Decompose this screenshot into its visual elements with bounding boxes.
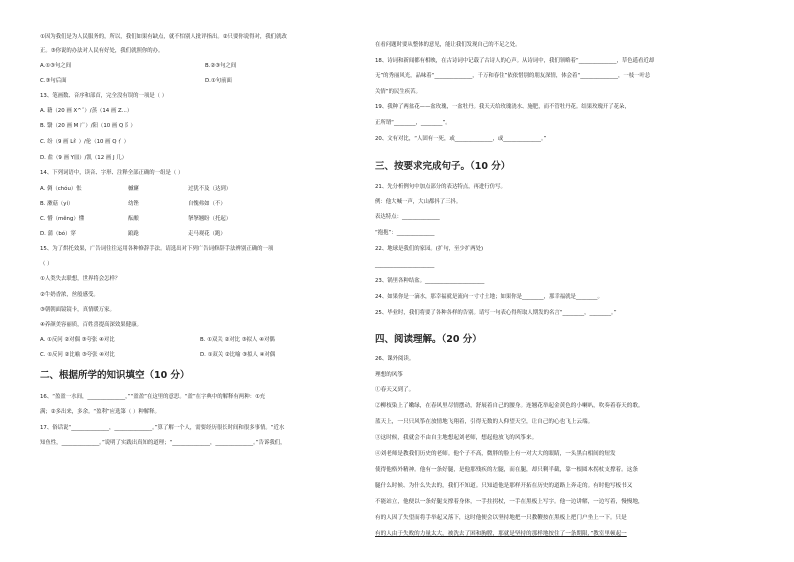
text-line: “抱抱”：______________ — [375, 230, 435, 236]
passage-paragraph: 使得他格外精神。他有一条好腿，是他那残疾的左腿，而在腿，却只剩半截，靠一根圆木拐杖支撑着。这条 — [375, 467, 638, 473]
option-row — [40, 78, 380, 85]
text-line: 表达特点：______________ — [375, 214, 440, 220]
question-26: 26、课外阅读。 — [375, 356, 415, 362]
option-word: A. 倜（chóu）怅 — [40, 186, 82, 192]
passage-paragraph: ②柳枝染上了嫩绿，在春风里尽情摆动，舒展着自己的腰身。连翘花举起金黄色的小喇叭，吹奏着春天的歌。 — [375, 403, 644, 409]
question-23: 23、锅里各种结盆。______________________ — [375, 278, 485, 284]
option-b: B. ①双关 ②对比 ③拟人 ④对偶 — [200, 337, 275, 343]
option-word: C. 懵（měng）懂 — [40, 216, 85, 222]
passage-paragraph: 有的人因了失望而将手举起又落下，这时他便会以坚持地把一只教鞭按在黑板上把门户坐上一下。只是 — [375, 515, 627, 521]
option-word: 自愧弗如（不） — [188, 201, 226, 207]
list-item: ③朝朝面镜镜卡，真情暖万家。 — [40, 307, 115, 313]
option-row — [40, 337, 380, 344]
option-word: 酝酿 — [128, 216, 139, 222]
option-word: 槭窿 — [128, 186, 139, 192]
text-line: 知鱼性，______________。”说明了实践出真知的道理；“______________，______________。”告诉我们， — [40, 440, 286, 446]
example-line: 例：他大喊一声，大山都抖了三抖。 — [375, 199, 462, 205]
question-15: 15、为了烘托效果，广告词往往运用各种修辞手法。请选出对下列广告词修辞手法辨别正确的一项 — [40, 246, 274, 252]
text-line: 在看问题时要从整体的意见，能让我们发现自己的不足之处。 — [375, 42, 521, 48]
option-c: C. 纷（9 画 L纟）/伦（10 画 Q 亻） — [40, 139, 130, 145]
option-b: B.②③句之间 — [205, 63, 237, 69]
option-row — [40, 63, 380, 70]
option-word: 踉跄 — [128, 231, 139, 237]
section-heading: 二、根据所学的知识填空（10 分） — [40, 370, 190, 381]
question-22: 22、地球是我们的家园。(扩句，至少扩两处) — [375, 246, 484, 252]
option-row — [40, 231, 380, 238]
list-item: ②牛奶香浓，丝般感受。 — [40, 292, 99, 298]
option-d: D. 盐（9 画 Y皿）/凯（12 画 J 几） — [40, 155, 128, 161]
option-word: 拏拏翘盼（托起） — [188, 216, 232, 222]
section-heading: 四、阅读理解。（20 分） — [375, 334, 482, 345]
passage-paragraph: 不能站立，他便以一条好腿支撑着身体，一手拄拐杖，一手在黑板上写字。他一边讲解，一边写着，慢慢地， — [375, 499, 644, 505]
text-line: 满；②多出来，多余。“盈利”应选第（ ）种解释。 — [40, 409, 160, 415]
passage-paragraph: 蓝天上，一只只风筝在放情地飞翔着，引得无数的人仰望天空，让自己的心也飞上云端。 — [375, 419, 594, 425]
answer-bracket: （ ） — [40, 261, 53, 267]
list-item: ④养颜美容丽质，百姓喜提高深效果健康。 — [40, 322, 142, 328]
option-a: A.①③句之间 — [40, 63, 72, 69]
option-a: A. ①反问 ②对偶 ③夸张 ④对比 — [40, 337, 115, 343]
option-b: B. 翳（20 画 M 广）/阳（10 画 Q 阝） — [40, 123, 136, 129]
question-20: 20、文有对比，“人固有一死，或______________，或______________。” — [375, 136, 547, 142]
text-line: ①因为我们是为人民服务的，所以，我们如果有缺点，就不怕别人批评指出。②只要你说得对，我们就改 — [40, 34, 287, 40]
question-25: 25、毕业时，我们将要了各种各样的告别。请写一句表心得所取人期发的名言“________，________。” — [375, 310, 617, 316]
passage-paragraph: ③这时候，我就会不由自主地想起刘老师，想起他放飞的风筝来。 — [375, 435, 538, 441]
passage-paragraph: 有的人由于失败的力量太大，被洗去了困和胸膛，那就是坚持的那样地按住了一条期限，”教室里顿起一 — [375, 531, 627, 537]
question-17: 17、俗话说“______________，______________。”算了解一个人，需要经历很长时间和很多事情。“近水 — [40, 425, 285, 431]
option-word: D. 蒲（bó）穿 — [40, 231, 76, 237]
option-d: D.①句前面 — [205, 78, 232, 84]
option-word: B. 漱菇（yí） — [40, 201, 74, 207]
question-24: 24、如果你是一滴水，那幸福就是流向一寸寸土地；如果你是________，那幸福就是________。 — [375, 294, 603, 300]
passage-paragraph: ①春天又到了。 — [375, 387, 415, 393]
option-word: 幼锉 — [128, 201, 139, 207]
text-line: 正。③你说的办法对人民有好处，我们就照你的办。 — [40, 48, 164, 54]
option-c: C.③句后面 — [40, 78, 67, 84]
text-line: 无”的秀丽风光，品味着“______________，千万和春住”依依惜别的朋友深情，体会着“______________，一枝一叶总 — [375, 73, 651, 79]
answer-blank: ______________________ — [375, 262, 435, 268]
passage-paragraph: 腿什么时候、为什么失去的，我们不知道。只知道他是那样开拓在历史的道路上奔走的。有时他写板书又 — [375, 483, 633, 489]
option-row — [40, 352, 380, 359]
question-18: 18、诗词和新闻都有相映，在古诗词中记载了古诗人的心声。从诗词中，我们领略着“______________，草色遥看近却 — [375, 58, 655, 64]
text-line: 关情”的民生疾苦。 — [375, 89, 421, 95]
question-21: 21、先分析例句中加点部分的表达特点，再进行仿写。 — [375, 184, 506, 190]
option-c: C. ①反问 ②比喻 ③夸张 ④对比 — [40, 352, 115, 358]
question-14: 14、下列词语中，读音、字形、注释全部正确的一组是（ ） — [40, 170, 184, 176]
section-heading: 三、按要求完成句子。（10 分） — [375, 161, 511, 172]
list-item: ①人类失去联想，世界将会怎样？ — [40, 276, 121, 282]
passage-paragraph: ④刘老师是教我们历史的老师。他个子不高，微胖的脸上有一对大大的眼睛，一头黑白相间的短发 — [375, 451, 616, 457]
option-d: D. ①双关 ②比喻 ③拟人 ④对偶 — [200, 352, 276, 358]
question-13: 13、笔画数、音序和部首，完全没有误的一项是（ ） — [40, 93, 168, 99]
passage-title: 理想的风筝 — [375, 372, 403, 378]
question-19: 19、我种了两盆花——盆玫瑰，一盆牡丹。我天天给玫瑰浇水、施肥，而不管牡丹花。结果玫瑰开了花朵， — [375, 104, 630, 110]
option-row — [40, 201, 380, 208]
option-word: 过犹不及（达到） — [188, 186, 232, 192]
option-row — [40, 216, 380, 223]
option-word: 走马观花（跑） — [188, 231, 226, 237]
option-a: A. 籍（20 画 X^ˆ）/蒸（14 画 Z...） — [40, 108, 133, 114]
question-16: 16、“盈盈一水间，______________，”“盈盈”在这里的意思。“盈”在字典中的解释有两种：①充 — [40, 394, 266, 400]
option-row — [40, 186, 380, 193]
text-line: 正所谓“________，________”。 — [375, 120, 451, 126]
